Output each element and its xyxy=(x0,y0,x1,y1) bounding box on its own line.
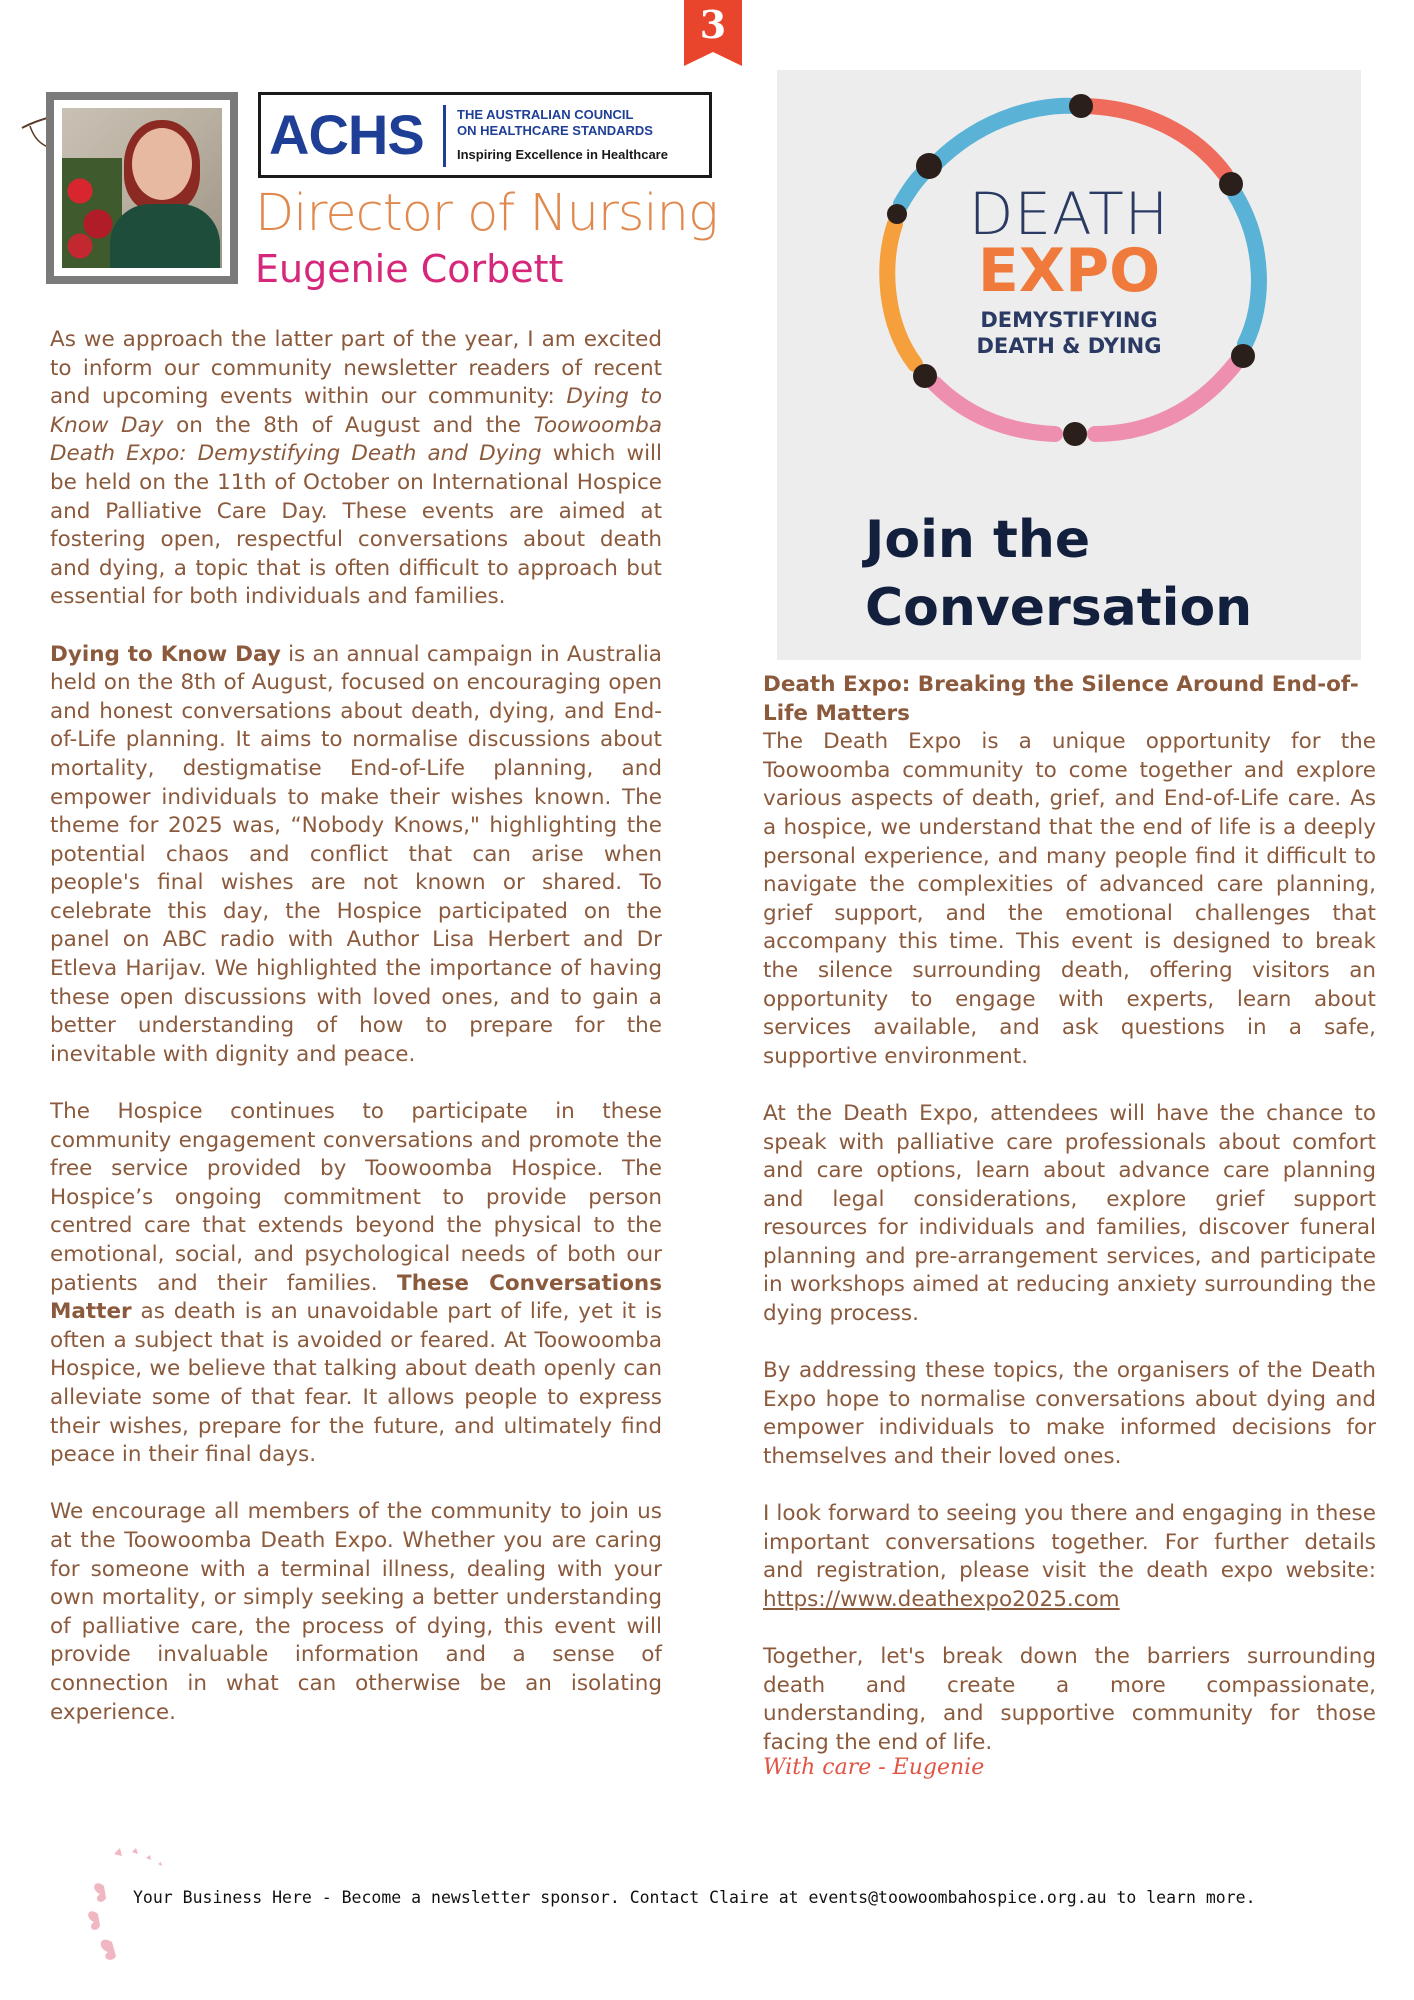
expo-expo-text: EXPO xyxy=(977,236,1161,306)
page-number-badge xyxy=(684,0,742,66)
dying-to-know-paragraph: Dying to Know Day is an annual campaign in Australia held on the 8th of August, focused on encouraging open and honest conversations about death, dying, and End-of-Life planning. It aims to normalise discussions about mortality, destigmatise End-of-Life planning, and empower individuals to make their wishes known. The theme for 2025 was, “Nobody Knows," highlighting the potential chaos and conflict that can arise when people's final wishes are not known or shared. To celebrate this day, the Hospice participated on the panel on ABC radio with Author Lisa Herbert and Dr Etleva Harijav. We highlighted the importance of having these open discussions with loved ones, and to gain a better understanding of how to prepare for the inevitable with dignity and peace. xyxy=(50,641,662,1067)
right-column xyxy=(763,671,1376,1782)
author-name: Eugenie Corbett xyxy=(255,247,564,291)
achs-tagline: Inspiring Excellence in Healthcare xyxy=(457,147,668,162)
page-title: Director of Nursing xyxy=(255,184,718,243)
expo-topics-paragraph: By addressing these topics, the organisers of the Death Expo hope to normalise conversations about dying and empower individuals to make informed decisions for themselves and their loved ones. xyxy=(763,1358,1376,1470)
expo-demystifying-line1: DEMYSTIFYING xyxy=(980,308,1158,332)
director-photo xyxy=(46,92,238,284)
left-column xyxy=(50,326,662,1756)
encourage-paragraph: We encourage all members of the community to join us at the Toowoomba Death Expo. Whether you are caring for someone with a terminal illness, dealing with your own mortality, or simply seeking a better understanding of palliative care, the process of dying, this event will provide invaluable information and a sense of connection in what can otherwise be an isolating experience. xyxy=(50,1499,662,1725)
hospice-paragraph: The Hospice continues to participate in these community engagement conversations and promote the free service provided by Toowoomba Hospice. The Hospice’s ongoing commitment to provide person centred care that extends beyond the physical to the emotional, social, and psychological needs of both our patients and their families. These Conversations Matter as death is an unavoidable part of life, yet it is often a subject that is avoided or feared. At Toowoomba Hospice, we believe that talking about death openly can alleviate some of that fear. It allows people to express their wishes, prepare for the future, and ultimately find peace in their final days. xyxy=(50,1099,662,1468)
signature: With care - Eugenie xyxy=(763,1754,985,1780)
sponsor-footer: Your Business Here - Become a newsletter sponsor. Contact Claire at events@toowoombahospice.org.au to learn more. xyxy=(133,1888,1256,1907)
achs-logo-text: ACHS xyxy=(269,103,424,166)
expo-demystifying-line2: DEATH & DYING xyxy=(976,334,1162,358)
page-number: 3 xyxy=(699,2,727,47)
expo-attendees-paragraph: At the Death Expo, attendees will have the chance to speak with palliative care professionals about comfort and care options, learn about advance care planning and legal considerations, explore grief support resources for individuals and families, discover funeral planning and pre-arrangement services, and participate in workshops aimed at reducing anxiety surrounding the dying process. xyxy=(763,1100,1376,1327)
closing-paragraph: Together, let's break down the barriers surrounding death and create a more compassionate, understanding, and supportive community for those facing the end of life. xyxy=(763,1644,1376,1755)
expo-website-link[interactable]: https://www.deathexpo2025.com xyxy=(763,1587,1120,1612)
achs-line2: ON HEALTHCARE STANDARDS xyxy=(457,123,653,138)
expo-website-paragraph: I look forward to seeing you there and engaging in these important conversations together. For further details and registration, please visit the death expo website: https://www.deathexpo2025.com xyxy=(763,1501,1376,1612)
expo-intro-paragraph: The Death Expo is a unique opportunity for the Toowoomba community to come together and explore various aspects of death, grief, and End-of-Life care. As a hospice, we understand that the end of life is a deeply personal experience, and many people find it difficult to navigate the complexities of advanced care planning, grief support, and the emotional challenges that accompany this time. This event is designed to break the silence surrounding death, offering visitors an opportunity to engage with experts, learn about services available, and ask questions in a safe, supportive environment. xyxy=(763,729,1376,1069)
expo-death-text: DEATH xyxy=(968,180,1170,248)
achs-logo xyxy=(258,92,712,178)
death-expo-card xyxy=(777,70,1361,660)
intro-paragraph: As we approach the latter part of the year, I am excited to inform our community newsletter readers of recent and upcoming events within our community: Dying to Know Day on the 8th of August and the Toowoomba Death Expo: Demystifying Death and Dying which will be held on the 11th of October on International Hospice and Palliative Care Day. These events are aimed at fostering open, respectful conversations about death and dying, a topic that is often difficult to approach but essential for both individuals and families. xyxy=(50,327,663,610)
expo-section-heading: Death Expo: Breaking the Silence Around End-of-Life Matters xyxy=(763,672,1359,726)
join-conversation-heading: Join the Conversation xyxy=(865,510,1253,638)
achs-line1: THE AUSTRALIAN COUNCIL xyxy=(457,107,634,122)
